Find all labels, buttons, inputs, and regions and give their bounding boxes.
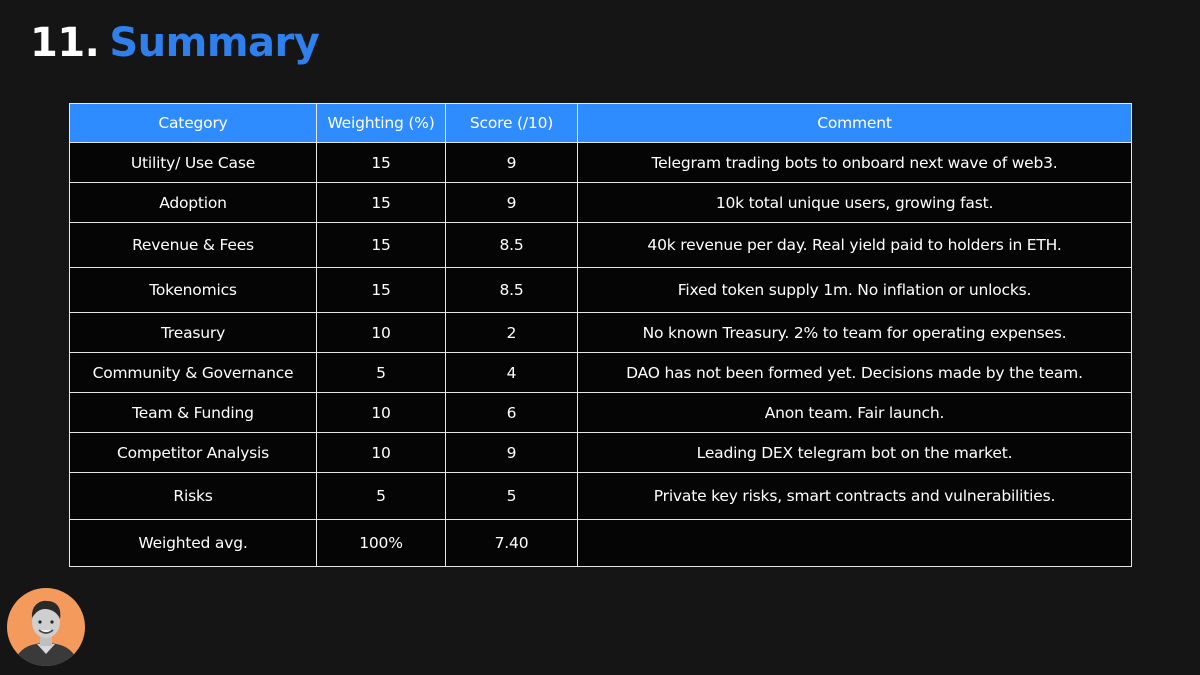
table-row bbox=[70, 393, 1132, 433]
cell-category: Adoption bbox=[70, 183, 317, 223]
table-header-row bbox=[70, 104, 1132, 143]
cell-category: Utility/ Use Case bbox=[70, 143, 317, 183]
cell-comment: Telegram trading bots to onboard next wave of web3. bbox=[578, 143, 1132, 183]
table-row bbox=[70, 433, 1132, 473]
header-comment: Comment bbox=[578, 104, 1132, 143]
cell-score: 8.5 bbox=[446, 223, 578, 268]
table-row bbox=[70, 313, 1132, 353]
cell-category: Tokenomics bbox=[70, 268, 317, 313]
cell-comment: DAO has not been formed yet. Decisions made by the team. bbox=[578, 353, 1132, 393]
table-row bbox=[70, 143, 1132, 183]
page-title bbox=[30, 14, 319, 72]
cell-weighting: 10 bbox=[317, 433, 446, 473]
cell-category: Revenue & Fees bbox=[70, 223, 317, 268]
title-number: 11. bbox=[30, 20, 100, 66]
cell-weighting: 5 bbox=[317, 353, 446, 393]
cell-comment: 10k total unique users, growing fast. bbox=[578, 183, 1132, 223]
cell-score: 9 bbox=[446, 143, 578, 183]
title-word: Summary bbox=[109, 20, 320, 66]
table-row bbox=[70, 268, 1132, 313]
cell-weighting: 15 bbox=[317, 183, 446, 223]
cell-comment: Leading DEX telegram bot on the market. bbox=[578, 433, 1132, 473]
cell-comment bbox=[578, 520, 1132, 567]
table-row bbox=[70, 183, 1132, 223]
cell-score: 9 bbox=[446, 433, 578, 473]
cell-weighting: 15 bbox=[317, 268, 446, 313]
table-row bbox=[70, 223, 1132, 268]
table-row bbox=[70, 353, 1132, 393]
cell-weighting: 5 bbox=[317, 473, 446, 520]
cell-comment: 40k revenue per day. Real yield paid to holders in ETH. bbox=[578, 223, 1132, 268]
cell-category: Competitor Analysis bbox=[70, 433, 317, 473]
cell-weighting: 15 bbox=[317, 223, 446, 268]
header-score: Score (/10) bbox=[446, 104, 578, 143]
header-weighting: Weighting (%) bbox=[317, 104, 446, 143]
cell-score: 7.40 bbox=[446, 520, 578, 567]
table-row-total bbox=[70, 520, 1132, 567]
cell-category: Weighted avg. bbox=[70, 520, 317, 567]
cell-score: 4 bbox=[446, 353, 578, 393]
cell-score: 2 bbox=[446, 313, 578, 353]
cell-score: 5 bbox=[446, 473, 578, 520]
presenter-avatar-icon bbox=[7, 588, 85, 666]
cell-score: 8.5 bbox=[446, 268, 578, 313]
cell-category: Treasury bbox=[70, 313, 317, 353]
cell-comment: Anon team. Fair launch. bbox=[578, 393, 1132, 433]
cell-comment: Fixed token supply 1m. No inflation or unlocks. bbox=[578, 268, 1132, 313]
cell-weighting: 10 bbox=[317, 313, 446, 353]
cell-category: Community & Governance bbox=[70, 353, 317, 393]
cell-weighting: 15 bbox=[317, 143, 446, 183]
cell-weighting: 100% bbox=[317, 520, 446, 567]
cell-comment: Private key risks, smart contracts and vulnerabilities. bbox=[578, 473, 1132, 520]
summary-table bbox=[69, 103, 1132, 567]
cell-weighting: 10 bbox=[317, 393, 446, 433]
cell-score: 9 bbox=[446, 183, 578, 223]
header-category: Category bbox=[70, 104, 317, 143]
cell-category: Risks bbox=[70, 473, 317, 520]
presenter-avatar bbox=[7, 588, 85, 666]
cell-comment: No known Treasury. 2% to team for operating expenses. bbox=[578, 313, 1132, 353]
cell-category: Team & Funding bbox=[70, 393, 317, 433]
table-row bbox=[70, 473, 1132, 520]
cell-score: 6 bbox=[446, 393, 578, 433]
